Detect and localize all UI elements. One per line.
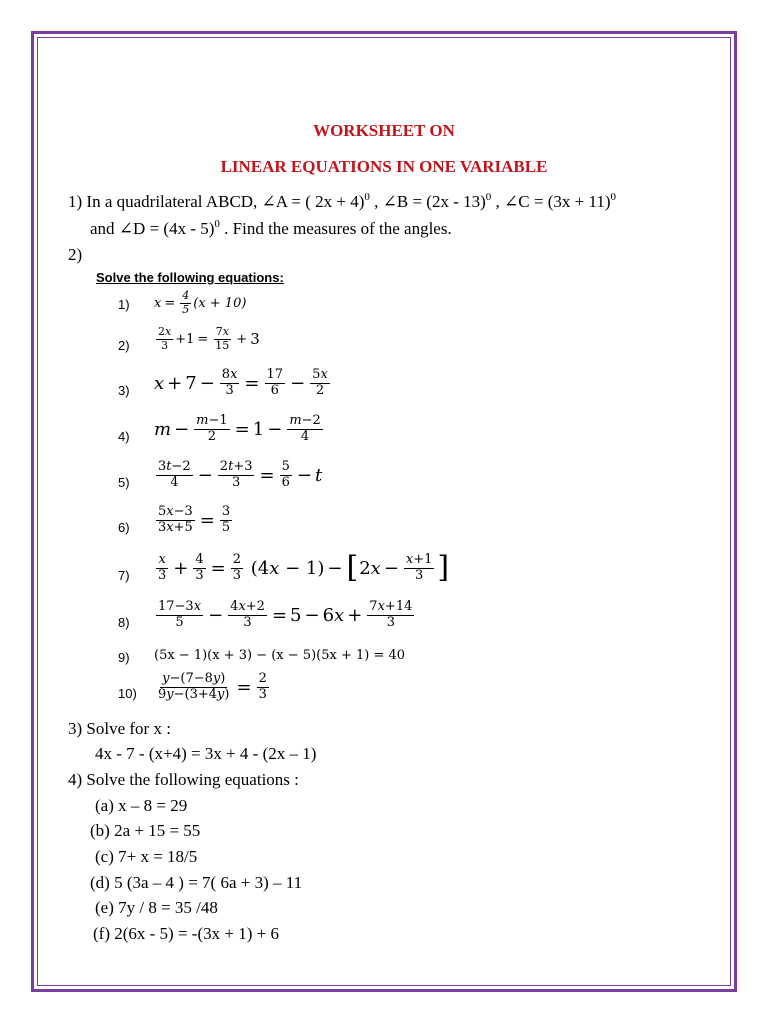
equation-7: $\frac{x}{3}$ + $\frac{4}{3}$ = $\frac{2}{3}$ (4x − 1) − [ 2x − $\frac{x+1}{3}$ ] [158, 550, 450, 586]
equation-3: x + 7 − $\frac{8x}{3}$ = $\frac{17}{6}$ − $\frac{5x}{2}$ [154, 367, 328, 398]
equation-number: 3) [118, 383, 130, 398]
question-3-label: 3) Solve for x : [68, 719, 171, 738]
equation-10: $\frac{y-(7-8y)}{9y-(3+4y)}$ = $\frac{2}{3}$ [158, 671, 267, 702]
worksheet-title: WORKSHEET ON [313, 121, 455, 140]
equation-number: 10) [118, 686, 137, 701]
equations-heading: Solve the following equations: [96, 270, 284, 285]
equation-5: $\frac{3t-2}{4}$ − $\frac{2t+3}{3}$ = $\frac{5}{6}$ − t [158, 459, 323, 490]
equation-9: (5x − 1)(x + 3) − (x − 5)(5x + 1) = 40 [154, 648, 406, 663]
question-1-line-1: 1) In a quadrilateral ABCD, ∠A = ( 2x + 4)$^0$ , ∠B = (2x - 13)$^0$ , ∠C = $(3x + 11)^0$ [68, 191, 616, 211]
question-2-label: 2) [68, 245, 83, 264]
question-4-item: (b) 2a + 15 = 55 [90, 821, 201, 840]
equation-4: m − $\frac{m-1}{2}$ = 1 − $\frac{m-2}{4}$ [154, 413, 321, 444]
question-4-item: (c) 7+ x = 18/5 [95, 847, 198, 866]
equation-number: 9) [118, 650, 130, 665]
question-4-item: (d) 5 (3a – 4 ) = 7( 6a + 3) – 11 [90, 873, 303, 892]
page-border-inner [37, 37, 731, 986]
equation-number: 4) [118, 429, 130, 444]
question-3-equation: 4x - 7 - (x+4) = 3x + 4 - (2x – 1) [95, 744, 317, 763]
equation-6: $\frac{5x-3}{3x+5}$ = $\frac{3}{5}$ [158, 504, 231, 535]
equation-number: 8) [118, 615, 130, 630]
equation-8: $\frac{17-3x}{5}$ − $\frac{4x+2}{3}$ = 5 − 6x + $\frac{7x+14}{3}$ [158, 599, 413, 630]
equation-1: x = $\frac{4}{5}$ (x + 10) [154, 289, 247, 316]
question-4-item: (f) 2(6x - 5) = -(3x + 1) + 6 [93, 924, 279, 943]
worksheet-subtitle: LINEAR EQUATIONS IN ONE VARIABLE [220, 157, 548, 176]
equation-number: 5) [118, 475, 130, 490]
equation-number: 1) [118, 297, 130, 312]
equation-number: 2) [118, 338, 130, 353]
equation-number: 6) [118, 520, 130, 535]
equation-2: $\frac{2x}{3}$ +1 = $\frac{7x}{15}$ + 3 [158, 325, 260, 352]
question-1-line-2: and ∠D = (4x - 5)$^0$ . Find the measures of the angles. [90, 218, 452, 238]
question-4-label: 4) Solve the following equations : [68, 770, 299, 789]
equation-number: 7) [118, 568, 130, 583]
question-4-item: (a) x – 8 = 29 [95, 796, 188, 815]
question-4-item: (e) 7y / 8 = 35 /48 [95, 898, 218, 917]
